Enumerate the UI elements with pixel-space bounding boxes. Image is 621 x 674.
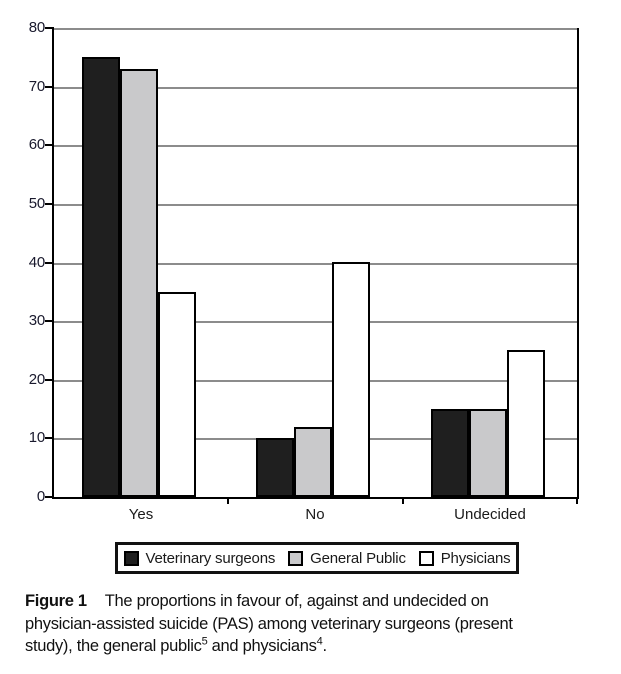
y-axis-tick-70 [45,86,54,88]
y-axis-tick-20 [45,379,54,381]
caption-reference-5: 5 [201,635,208,648]
legend-label-veterinary-surgeons: Veterinary surgeons [145,549,276,567]
y-axis-label-40: 40 [28,254,45,271]
legend-item-physicians [419,550,511,567]
x-axis-tick-2 [402,497,404,504]
y-axis-label-50: 50 [28,195,45,212]
bar-yes-veterinary-surgeons [82,57,120,497]
legend-label-general-public: General Public [310,549,406,567]
y-axis-label-0: 0 [36,488,45,505]
bar-no-veterinary-surgeons [256,438,294,497]
gridline-80 [54,28,577,30]
y-axis-tick-40 [45,262,54,264]
x-axis-label-undecided: Undecided [454,506,526,523]
y-axis-tick-80 [45,27,54,29]
bar-no-physicians [332,262,370,497]
bar-undecided-veterinary-surgeons [431,409,469,497]
legend-swatch-physicians [419,551,434,566]
y-axis-label-80: 80 [28,19,45,36]
y-axis-label-30: 30 [28,312,45,329]
plot-area [52,28,579,499]
bar-undecided-general-public [469,409,507,497]
x-axis-label-no: No [305,506,325,523]
figure-number-label: Figure 1 [25,592,87,610]
y-axis-label-70: 70 [28,78,45,95]
legend-swatch-general-public [288,551,303,566]
y-axis-tick-0 [45,496,54,498]
caption-reference-4: 4 [316,635,323,648]
bar-yes-physicians [158,292,196,497]
legend-item-general-public [288,550,406,567]
bar-no-general-public [294,427,332,497]
legend-item-veterinary-surgeons [124,550,276,567]
y-axis-label-20: 20 [28,371,45,388]
legend-swatch-veterinary-surgeons [124,551,139,566]
caption-line-2: physician-assisted suicide (PAS) among veterinary surgeons (present [25,614,513,633]
x-axis-label-yes: Yes [128,506,154,523]
legend-label-physicians: Physicians [440,549,511,567]
bar-yes-general-public [120,69,158,497]
y-axis-tick-10 [45,437,54,439]
y-axis-tick-30 [45,320,54,322]
y-axis-label-10: 10 [28,429,45,446]
caption-line-3: study), the general public [25,637,202,655]
caption-line-1: The proportions in favour of, against and undecided on [104,592,489,610]
legend [115,542,519,574]
bar-undecided-physicians [507,350,545,497]
y-axis-tick-50 [45,203,54,205]
y-axis-label-60: 60 [28,136,45,153]
y-axis-tick-60 [45,144,54,146]
x-axis-tick-3 [576,497,578,504]
figure-caption [25,590,611,658]
x-axis-tick-1 [227,497,229,504]
caption-line-3-mid: and physicians [207,637,317,655]
caption-line-3-end: . [322,637,327,655]
